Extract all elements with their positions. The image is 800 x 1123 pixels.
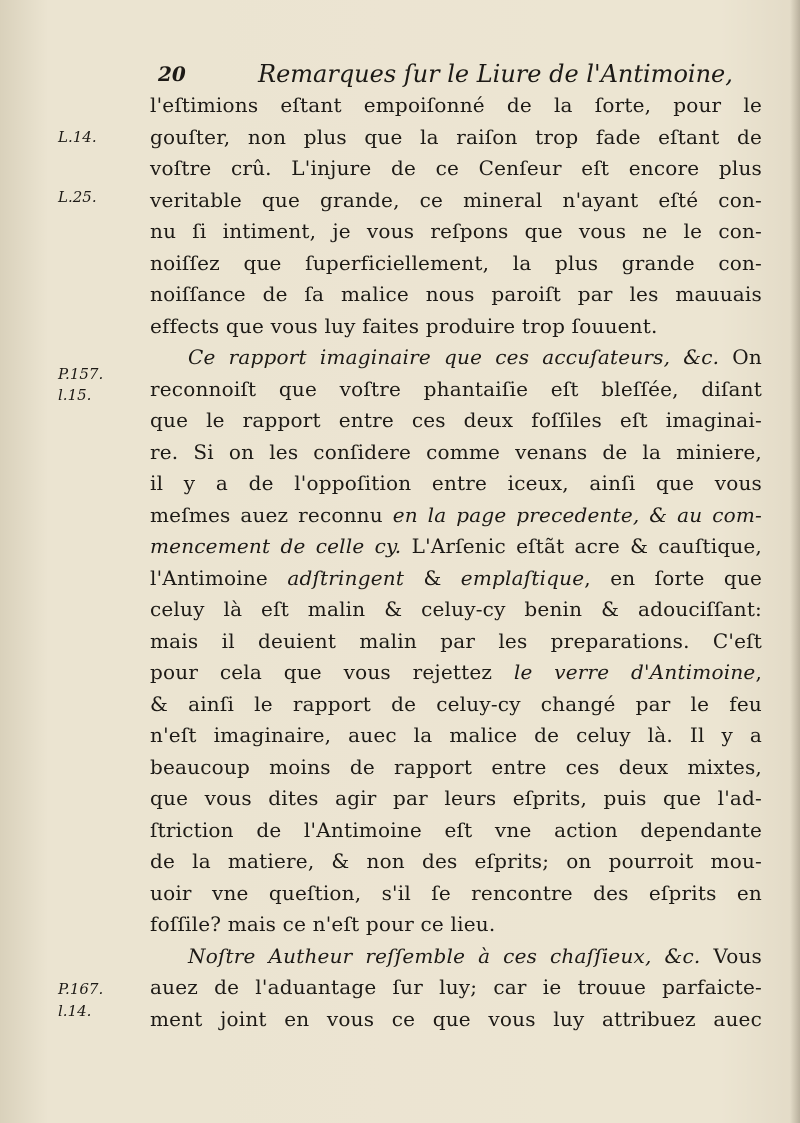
body-text <box>150 90 762 1035</box>
text-line: uoir vne queſtion, s'il ſe rencontre des eſprits en <box>150 880 762 905</box>
text-line: que le rapport entre ces deux foſſiles eſt imaginai- <box>150 408 762 432</box>
text-line: l'eſtimions eſtant empoiſonné de la ſorte, pour le <box>150 93 762 117</box>
margin-note: l.15. <box>58 386 92 404</box>
text-line: Ce rapport imaginaire que ces accuſateurs, &c. On <box>188 345 762 369</box>
text-line: reconnoiſt que voſtre phantaiſie eſt bleſſée, diſant <box>150 376 762 401</box>
text-line: auez de l'aduantage ſur luy; car ie trouue parfaicte- <box>150 975 762 999</box>
text-line: noiſſez que ſuperficiellement, la plus grande con- <box>150 250 762 275</box>
text-line: nu ſi intiment, je vous reſpons que vous ne le con- <box>150 219 762 243</box>
text-line: gouſter, non plus que la raiſon trop fade eſtant de <box>150 124 762 149</box>
text-line: noiſſance de ſa malice nous paroiſt par les mauuais <box>150 282 762 306</box>
margin-note: l.14. <box>58 1002 92 1020</box>
text-line: meſmes auez reconnu en la page precedente, & au com- <box>150 502 762 527</box>
margin-note: L.14. <box>58 128 97 146</box>
page-edge-shadow <box>790 0 800 1123</box>
margin-note: L.25. <box>58 188 97 206</box>
margin-note: P.157. <box>58 365 104 383</box>
text-line: Noſtre Autheur reſſemble à ces chaſſieux, &c. Vous <box>188 943 762 968</box>
text-line: effects que vous luy faites produire trop ſouuent. <box>150 313 658 338</box>
text-line: pour cela que vous rejettez le verre d'Antimoine, <box>150 660 762 684</box>
text-line: & ainſi le rapport de celuy-cy changé par le feu <box>150 691 762 716</box>
text-line: l'Antimoine adſtringent & emplaſtique, en ſorte que <box>150 565 762 590</box>
text-line: celuy là eſt malin & celuy-cy benin & adouciſſant: <box>150 597 762 621</box>
text-line: re. Si on les conſidere comme venans de la miniere, <box>150 439 762 464</box>
text-line: ſtriction de l'Antimoine eſt vne action dependante <box>150 817 762 842</box>
text-line: foſſile? mais ce n'eſt pour ce lieu. <box>150 912 496 936</box>
text-line: beaucoup moins de rapport entre ces deux mixtes, <box>150 754 762 779</box>
text-line: il y a de l'oppoſition entre iceux, ainſi que vous <box>150 471 762 495</box>
text-line: que vous dites agir par leurs eſprits, puis que l'ad- <box>150 786 762 810</box>
text-line: mais il deuient malin par les preparations. C'eſt <box>150 628 762 653</box>
text-line: mencement de celle cy. L'Arſenic eſtãt acre & cauſtique, <box>150 534 762 558</box>
text-line: de la matiere, & non des eſprits; on pourroit mou- <box>150 849 762 873</box>
page-header <box>158 60 758 94</box>
running-title: Remarques ſur le Liure de l'Antimoine, <box>258 60 733 88</box>
margin-note: P.167. <box>58 980 104 998</box>
page-number: 20 <box>158 62 186 86</box>
text-line: ment joint en vous ce que vous luy attribuez auec <box>150 1006 762 1031</box>
text-line: n'eſt imaginaire, auec la malice de celuy là. Il y a <box>150 723 762 747</box>
text-line: voſtre crû. L'injure de ce Cenſeur eſt encore plus <box>150 156 762 180</box>
text-line: veritable que grande, ce mineral n'ayant eſté con- <box>150 187 762 212</box>
